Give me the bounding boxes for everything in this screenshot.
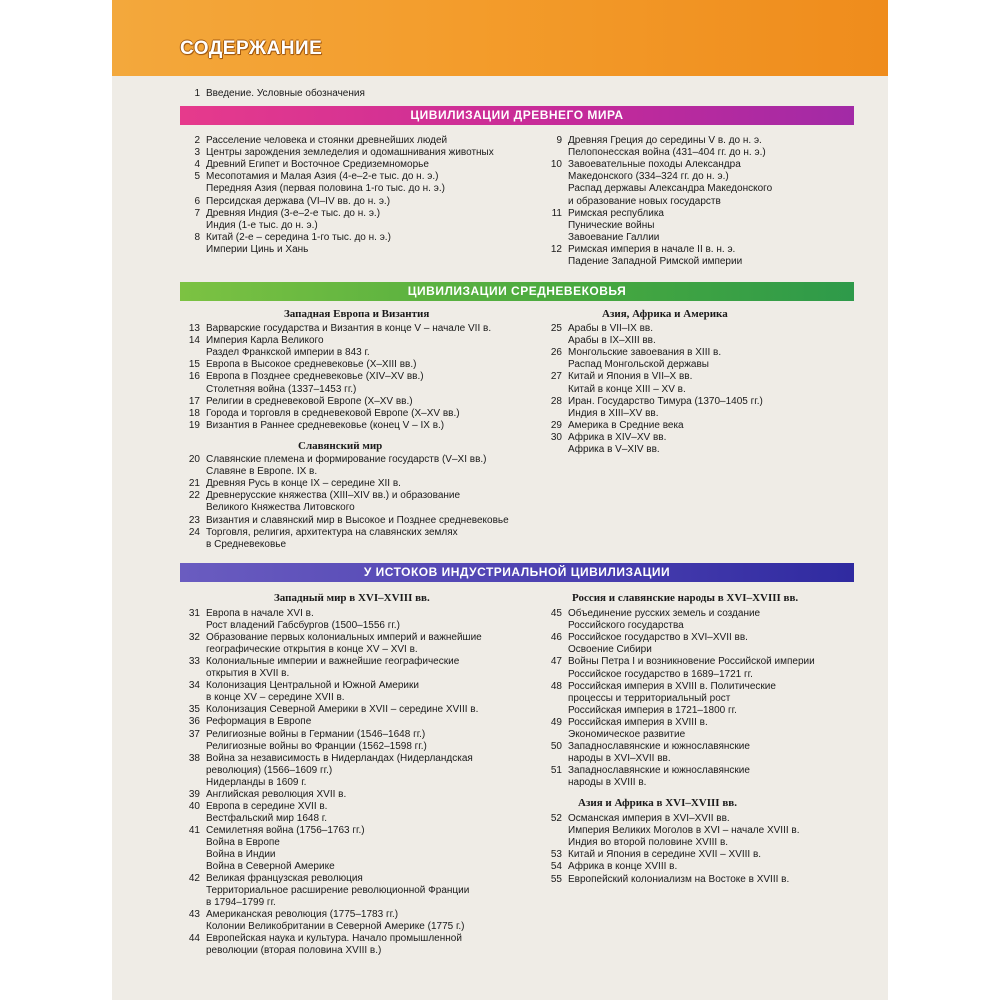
toc-number: 35 [188,704,200,716]
toc-number: 31 [188,608,200,619]
toc-label: Африка в V–XIV вв. [568,444,660,455]
toc-number: 51 [550,765,562,777]
toc-label: Колониальные империи и важнейшие географические [206,656,460,668]
subheading-west-europe: Западная Европа и Византия [284,308,430,320]
toc-number: 16 [188,371,200,383]
toc-label: Африка в конце XVIII в. [568,861,678,873]
toc-number: 21 [188,478,200,490]
toc-label: Османская империя в XVI–XVII вв. [568,813,730,824]
toc-number: 28 [550,395,562,407]
toc-label: Империи Цинь и Хань [206,243,309,255]
toc-number: 48 [550,680,562,692]
toc-label: Империя Великих Моголов в XVI – начале XVIII в. [568,825,800,837]
toc-label: Центры зарождения земледелия и одомашнивания животных [206,147,494,159]
toc-number: 47 [550,656,562,668]
toc-label: Иран. Государство Тимура (1370–1405 гг.) [568,395,763,407]
toc-label: Города и торговля в средневековой Европе (X–XV вв.) [206,407,460,419]
toc-label: Персидская держава (VI–IV вв. до н. э.) [206,195,391,207]
toc-number: 4 [194,159,200,171]
subheading-west-world: Западный мир в XVI–XVIII вв. [274,592,430,604]
toc-label: в 1794–1799 гг. [206,897,276,909]
toc-label: Религиозные войны в Германии (1546–1648 гг.) [206,728,426,740]
section-band-medieval: ЦИВИЛИЗАЦИИ СРЕДНЕВЕКОВЬЯ [180,282,854,301]
toc-label: Падение Западной Римской империи [568,256,743,267]
toc-number: 27 [550,371,562,383]
toc-label: Вестфальский мир 1648 г. [206,812,328,824]
toc-label: Европа в Высокое средневековье (X–XIII вв.) [206,359,417,371]
toc-label: Индия (1-е тыс. до н. э.) [206,219,318,231]
toc-number: 24 [188,526,200,538]
toc-number: 23 [188,514,200,526]
toc-label: Российская империя в XVIII в. Политические [568,680,776,692]
page-title: СОДЕРЖАНИЕ [180,38,323,59]
toc-label: Древняя Индия (3-е–2-е тыс. до н. э.) [206,207,381,219]
toc-label: революция) (1566–1609 гг.) [206,764,333,776]
toc-label: Войны Петра I и возникновение Российской империи [568,656,815,668]
toc-number: 55 [550,873,562,885]
toc-label: Западнославянские и южнославянские [568,765,750,777]
toc-number: 46 [550,632,562,644]
subheading-russia-slavic: Россия и славянские народы в XVI–XVIII вв. [572,592,799,604]
toc-label: Колонизация Центральной и Южной Америки [206,680,419,692]
toc-number: 30 [550,431,562,443]
toc-label: Европа в середине XVII в. [206,800,328,812]
toc-number: 13 [188,323,200,334]
toc-label: Объединение русских земель и создание [568,608,761,619]
toc-label: Пелопонесская война (431–404 гг. до н. э.) [568,147,766,159]
toc-label: Российского государства [568,620,684,632]
toc-number: 34 [188,680,200,692]
toc-label: Македонского (334–324 гг. до н. э.) [568,171,729,183]
toc-label: Война в Северной Америке [206,861,335,873]
toc-label: Освоение Сибири [568,644,652,656]
toc-label: Война в Европе [206,836,280,848]
toc-label: Английская революция XVII в. [206,788,347,800]
toc-label: Расселение человека и стоянки древнейших людей [206,135,448,146]
toc-label: Европейская наука и культура. Начало промышленной [206,933,462,945]
toc-number: 2 [194,135,200,146]
toc-label: Древнерусские княжества (XIII–XIV вв.) и образование [206,490,461,502]
toc-label: Америка в Средние века [568,419,684,431]
toc-number: 6 [194,195,200,207]
atlas-page [112,0,888,1000]
toc-label: Война в Индии [206,849,276,860]
page-header [112,0,888,76]
toc-label: Арабы в VII–IX вв. [568,323,653,334]
toc-number: 7 [194,207,200,219]
toc-label: Религиозные войны во Франции (1562–1598 гг.) [206,740,427,752]
toc-number: 19 [188,419,200,431]
toc-number: 15 [188,359,200,371]
toc-label: Африка в XIV–XV вв. [568,431,667,443]
toc-label: Война за независимость в Нидерландах (Нидерландская [206,752,473,764]
toc-label: революции (вторая половина XVIII в.) [206,945,382,957]
toc-label: Римская империя в начале II в. н. э. [568,243,736,255]
toc-label: Византия в Раннее средневековье (конец V – IX в.) [206,419,445,431]
toc-number: 32 [188,632,200,644]
toc-label: Монгольские завоевания в XIII в. [568,347,722,359]
toc-label: Империя Карла Великого [206,335,324,347]
toc-number: 17 [188,395,200,407]
toc-label: Раздел Франкской империи в 843 г. [206,347,370,359]
toc-label: Варварские государства и Византия в конце V – начале VII в. [206,323,492,334]
toc-number: 10 [550,159,562,171]
toc-label: Месопотамия и Малая Азия (4-е–2-е тыс. до н. э.) [206,171,439,183]
toc-label: Экономическое развитие [568,729,686,740]
toc-number: 1 [194,88,200,99]
subheading-asia-africa-america: Азия, Африка и Америка [602,308,728,320]
toc-label: Российская империя в 1721–1800 гг. [568,704,737,716]
toc-label: Введение. Условные обозначения [206,88,365,99]
toc-label: Российское государство в XVI–XVII вв. [568,632,748,644]
subheading-slavic: Славянский мир [298,440,383,452]
toc-label: Передняя Азия (первая половина 1-го тыс. до н. э.) [206,183,445,195]
toc-number: 11 [551,207,562,219]
toc-label: Американская революция (1775–1783 гг.) [206,909,399,921]
toc-label: Великая французская революция [206,873,363,885]
toc-number: 52 [550,813,562,824]
toc-label: Европа в Позднее средневековье (XIV–XV вв.) [206,371,424,383]
toc-number: 50 [550,741,562,753]
toc-label: Религии в средневековой Европе (X–XV вв.) [206,395,413,407]
toc-number: 33 [188,656,200,668]
toc-number: 20 [188,454,200,465]
toc-label: Российская империя в XVIII в. [568,716,708,728]
toc-label: Индия во второй половине XVIII в. [568,837,729,849]
toc-label: Европа в начале XVI в. [206,608,314,619]
toc-label: Распад Монгольской державы [568,359,709,371]
toc-label: Византия и славянский мир в Высокое и Позднее средневековье [206,514,509,526]
toc-number: 40 [188,800,200,812]
toc-label: народы в XVI–XVII вв. [568,753,671,765]
section-band-ancient: ЦИВИЛИЗАЦИИ ДРЕВНЕГО МИРА [180,106,854,125]
toc-number: 42 [188,873,200,885]
toc-number: 9 [556,135,562,146]
toc-label: Торговля, религия, архитектура на славянских землях [206,526,458,538]
toc-label: Реформация в Европе [206,716,312,728]
toc-label: Китай и Япония в середине XVII – XVIII в. [568,849,762,861]
toc-label: в Средневековье [206,538,287,550]
toc-number: 41 [188,824,200,836]
toc-label: Столетняя война (1337–1453 гг.) [206,383,357,395]
toc-label: Европейский колониализм на Востоке в XVIII в. [568,873,790,885]
toc-number: 44 [188,933,200,945]
toc-number: 38 [188,752,200,764]
toc-label: Завоевательные походы Александра [568,159,741,171]
toc-label: народы в XVIII в. [568,777,647,789]
toc-label: Нидерланды в 1609 г. [206,776,307,788]
toc-number: 37 [188,728,200,740]
toc-label: Славянские племена и формирование государств (V–XI вв.) [206,454,487,465]
toc-label: Колонии Великобритании в Северной Америке (1775 г.) [206,921,465,933]
toc-label: в конце XV – середине XVII в. [206,692,345,704]
toc-label: Древний Египет и Восточное Средиземноморье [206,159,429,171]
toc-label: Западнославянские и южнославянские [568,741,750,753]
toc-label: процессы и территориальный рост [568,692,731,704]
toc-label: Семилетняя война (1756–1763 гг.) [206,824,365,836]
toc-label: открытия в XVII в. [206,668,290,680]
toc-label: Распад державы Александра Македонского [568,183,773,195]
toc-label: Древняя Греция до середины V в. до н. э. [568,135,762,146]
toc-label: Завоевание Галлии [568,231,660,243]
toc-label: Древняя Русь в конце IX – середине XII в. [206,478,401,490]
toc-number: 39 [188,788,200,800]
toc-label: Китай в конце XIII – XV в. [568,383,686,395]
toc-label: Римская республика [568,207,664,219]
toc-label: Китай и Япония в VII–X вв. [568,371,693,383]
toc-label: Рост владений Габсбургов (1500–1556 гг.) [206,620,400,632]
toc-number: 49 [550,716,562,728]
toc-label: Арабы в IX–XIII вв. [568,335,656,347]
toc-number: 53 [550,849,562,861]
toc-number: 5 [194,171,200,183]
toc-label: Территориальное расширение революционной Франции [206,885,470,897]
toc-label: Образование первых колониальных империй и важнейшие [206,632,482,644]
toc-number: 25 [550,323,562,334]
toc-label: Колонизация Северной Америки в XVII – середине XVIII в. [206,704,479,716]
toc-number: 18 [188,407,200,419]
toc-number: 3 [194,147,200,159]
toc-label: Китай (2-е – середина 1-го тыс. до н. э.) [206,231,391,243]
toc-number: 54 [550,861,562,873]
toc-number: 43 [188,909,200,921]
toc-number: 26 [550,347,562,359]
toc-label: географические открытия в конце XV – XVI в. [206,644,418,656]
toc-label: Славяне в Европе. IX в. [206,466,318,478]
toc-label: Российское государство в 1689–1721 гг. [568,668,753,680]
toc-number: 45 [550,608,562,619]
toc-number: 22 [188,490,200,502]
subheading-asia-africa: Азия и Африка в XVI–XVIII вв. [578,797,737,809]
toc-number: 14 [188,335,200,347]
toc-label: и образование новых государств [568,195,721,207]
toc-number: 29 [550,419,562,431]
toc-number: 8 [194,231,200,243]
toc-label: Великого Княжества Литовского [206,502,355,514]
toc-number: 12 [550,243,562,255]
toc-label: Пунические войны [568,219,655,231]
toc-number: 36 [188,716,200,728]
section-band-industrial: У ИСТОКОВ ИНДУСТРИАЛЬНОЙ ЦИВИЛИЗАЦИИ [180,563,854,582]
toc-label: Индия в XIII–XV вв. [568,407,659,419]
